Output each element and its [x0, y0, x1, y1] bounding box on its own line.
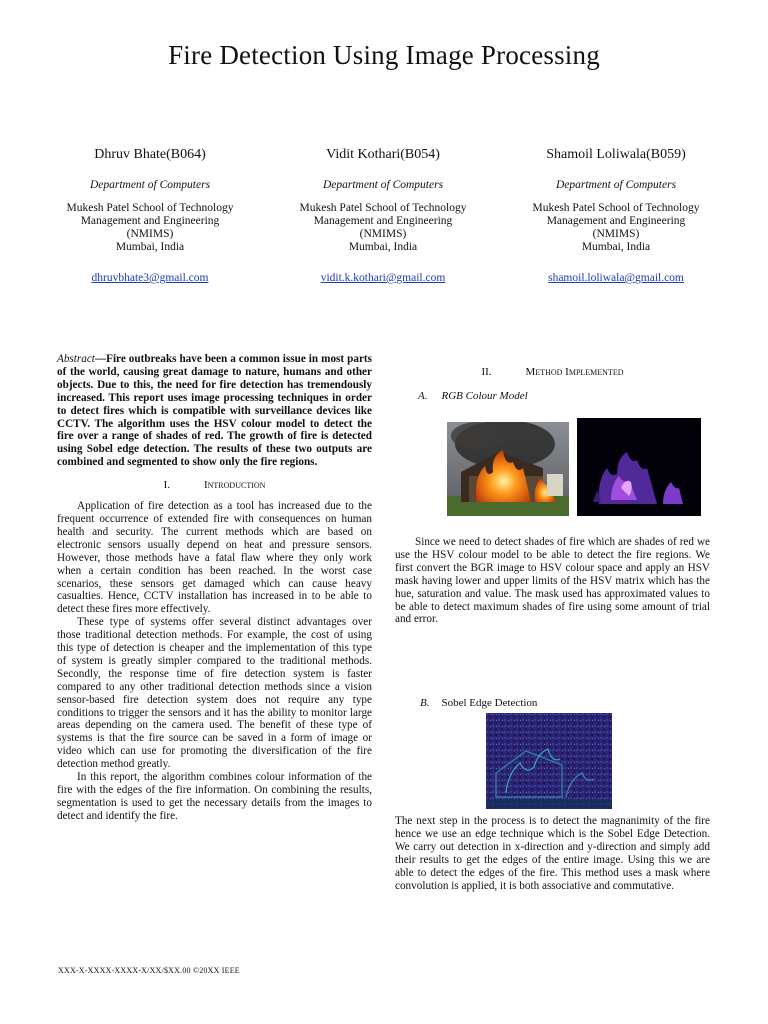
method-paragraph: The next step in the process is to detect the magnanimity of the fire hence we use an edge technique which is the Sobel Edge Detection. We carry out detection in x-direction and y-direction and simply add their results to get the edges of the entire image. Using this we are able to detect the edges of the fire. This method uses a mask where convolution is applied, it is both associative and commutative. [395, 815, 710, 892]
section-title: Method Implemented [525, 366, 624, 378]
sobel-edge-output [486, 713, 612, 809]
abstract-text: Fire outbreaks have been a common issue in most parts of the world, causing great damage to nature, humans and other objects. Due to this, the need for fire detection has tremendously increased. This report uses image processing techniques in order to detect fires which is compatible with surveillance devices like CCTV. The algorithm uses the HSV colour model to detect the fire over a range of shades of red. The growth of fire is detected using Sobel edge detection. The results of these two outputs are combined and segmented to show only the fire regions. [57, 353, 372, 469]
house-fire-image [447, 422, 569, 516]
method-a-paragraph [395, 536, 710, 626]
section-title: Introduction [203, 479, 266, 492]
author-name: Vidit Kothari(B054) [326, 147, 440, 162]
author-inst-line: Mumbai, India [581, 241, 651, 253]
author-email-link[interactable]: vidit.k.kothari@gmail.com [320, 272, 446, 284]
author-inst-line: Mumbai, India [348, 241, 418, 253]
subsection-title: RGB Colour Model [441, 390, 528, 402]
hsv-mask-image [577, 418, 701, 516]
subsection-letter: B. [420, 697, 430, 709]
sobel-edge-image [486, 713, 612, 809]
subsection-letter: A. [418, 390, 428, 402]
left-column [57, 353, 372, 823]
author-inst-line: Management and Engineering [80, 215, 220, 227]
author-dept: Department of Computers [89, 179, 211, 191]
method-b-paragraph [395, 815, 710, 892]
copyright-footer: XXX-X-XXXX-XXXX-X/XX/$XX.00 ©20XX IEEE [58, 966, 240, 975]
author-block-1 [30, 146, 270, 285]
section-number: I. [163, 479, 170, 492]
author-name: Shamoil Loliwala(B059) [546, 147, 686, 162]
author-inst-line: Mukesh Patel School of Technology [66, 202, 234, 214]
intro-paragraph: These type of systems offer several distinct advantages over those traditional detection methods. For example, the cost of using this type of detection is cheaper and the implementation of this type of system is greatly simpler compared to the traditional methods. Secondly, the response time of fire detection system is faster compared to any other traditional detection methods since a vision sensor-based fire detection system does not require any type conditions to trigger the sensors and it has the ability to monitor large areas depending on the camera used. The benefit of these type of systems is that the fire source can be saved in a form of image or video which can use for promoting the diversification of the fire detection method greatly. [57, 616, 372, 771]
author-inst-line: Mukesh Patel School of Technology [299, 202, 467, 214]
abstract [57, 353, 372, 469]
house-fire-photo [447, 422, 569, 516]
section-heading-introduction [57, 479, 372, 492]
author-email-link[interactable]: dhruvbhate3@gmail.com [91, 272, 209, 284]
author-inst-line: Management and Engineering [546, 215, 686, 227]
author-block-3 [496, 146, 736, 285]
author-name: Dhruv Bhate(B064) [94, 147, 206, 162]
subsection-heading-a [418, 390, 528, 402]
section-number: II. [481, 366, 492, 378]
author-block-2 [263, 146, 503, 285]
author-inst-line: Mukesh Patel School of Technology [532, 202, 700, 214]
author-dept: Department of Computers [322, 179, 444, 191]
intro-paragraph: In this report, the algorithm combines colour information of the fire with the edges of the fire information. On combining the results, segmentation is used to get the necessary details from the images to detect and identify the fire. [57, 771, 372, 822]
author-dept: Department of Computers [555, 179, 677, 191]
author-email-link[interactable]: shamoil.loliwala@gmail.com [548, 272, 684, 284]
method-paragraph: Since we need to detect shades of fire which are shades of red we use the HSV colour model to be able to detect the fire regions. We first convert the BGR image to HSV colour space and apply an HSV mask having lower and upper limits of the HSV matrix which has the hue, saturation and value. The mask used has approximated values to be able to detect maximum shades of fire using some amount of trial and error. [395, 536, 710, 626]
hsv-mask-output [577, 418, 701, 516]
subsection-heading-b [420, 697, 537, 709]
abstract-lead: Abstract [57, 353, 95, 365]
author-inst-line: (NMIMS) [359, 228, 407, 240]
intro-paragraph: Application of fire detection as a tool has increased due to the frequent occurrence of extended fire with consequences on human health and security. The current methods which are based on electronic sensors usually depend on heat and pressure sensors. However, those methods have a fatal flaw where they only work when a certain condition has been reached. In the worst case scenarios, these sensors get damaged which can cause heavy casualties. Hence, CCTV installation has increased in to be able to detect these fires more effectively. [57, 500, 372, 616]
author-inst-line: Management and Engineering [313, 215, 453, 227]
paper-title: Fire Detection Using Image Processing [168, 40, 600, 70]
subsection-title: Sobel Edge Detection [441, 697, 538, 709]
abstract-dash: — [94, 353, 107, 365]
author-inst-line: Mumbai, India [115, 241, 185, 253]
author-inst-line: (NMIMS) [592, 228, 640, 240]
section-heading-method [395, 366, 710, 378]
author-inst-line: (NMIMS) [126, 228, 174, 240]
